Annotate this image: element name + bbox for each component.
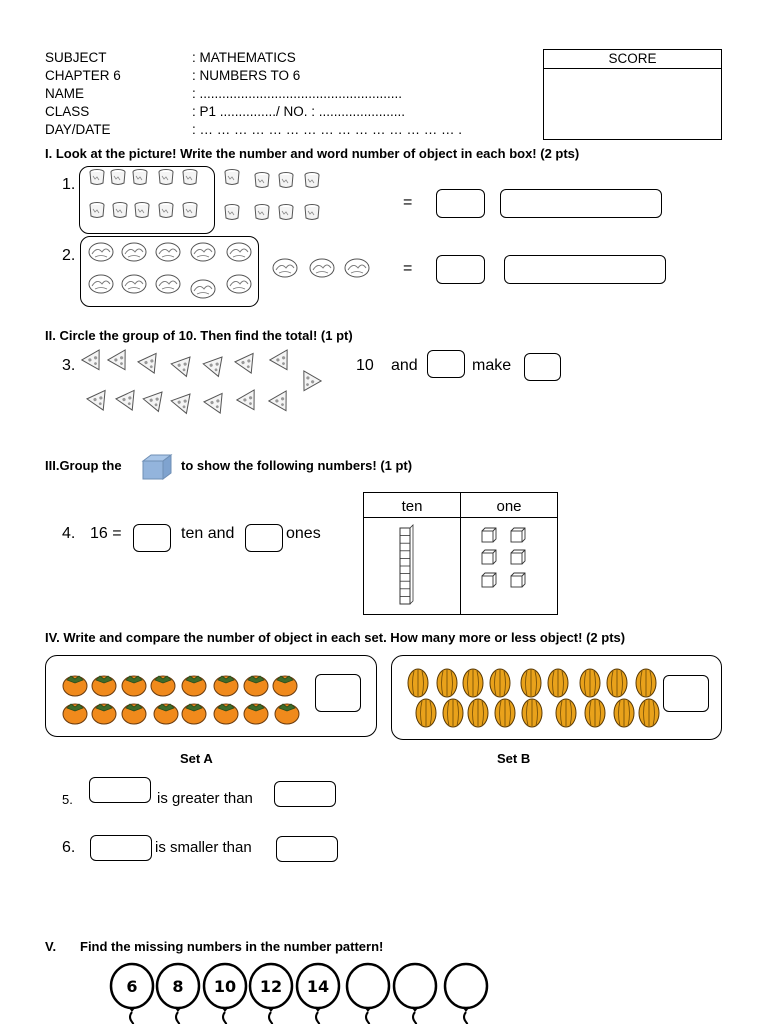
cup-icon — [255, 173, 269, 188]
cup-icon — [305, 173, 319, 188]
pizza-slice-icon — [270, 350, 296, 375]
section-5-number: V. — [45, 939, 57, 954]
cup-icon — [159, 203, 173, 218]
score-label: SCORE — [544, 50, 721, 69]
cup-icon — [113, 203, 127, 218]
balloon — [246, 962, 296, 1024]
cup-icon — [305, 205, 319, 220]
pizza-slice-icon — [116, 390, 141, 414]
q4-ones-box[interactable] — [245, 524, 283, 552]
section-4-title: IV. Write and compare the number of object in each set. How many more or less object! (2 pts) — [45, 630, 626, 645]
q2-label: 2. — [62, 247, 76, 264]
pizza-slice-icon — [87, 390, 112, 414]
q3-ones-box[interactable] — [427, 350, 465, 378]
q6-smaller: is smaller than — [155, 839, 252, 856]
cup-icon — [111, 170, 125, 185]
q3-make: make — [472, 357, 512, 374]
cup-icon — [279, 205, 293, 220]
cup-icon — [225, 170, 239, 185]
q2-number-box[interactable] — [436, 255, 485, 284]
q6-right-box[interactable] — [276, 836, 338, 862]
pizza-slice-icon — [143, 392, 168, 415]
balloon — [200, 962, 250, 1024]
set-a-label: Set A — [180, 751, 213, 766]
q1-word-box[interactable] — [500, 189, 662, 218]
section-1-title: I. Look at the picture! Write the number and word number of object in each box! (2 pts) — [45, 146, 580, 161]
set-b-label: Set B — [497, 751, 531, 766]
q2-word-box[interactable] — [504, 255, 666, 284]
table-ten-header: ten — [401, 498, 423, 515]
pizza-slice-icon — [204, 393, 229, 417]
balloon[interactable] — [390, 962, 440, 1024]
date-label: DAY/DATE — [45, 122, 111, 137]
pizza-slice-icon — [108, 350, 134, 375]
balloon — [153, 962, 203, 1024]
q4-ten-box[interactable] — [133, 524, 171, 552]
cup-icon — [90, 203, 104, 218]
q3-ten: 10 — [356, 357, 374, 374]
table-one-header: one — [496, 498, 522, 515]
balloon-number: 10 — [213, 977, 237, 996]
set-b-count-box[interactable] — [663, 675, 709, 712]
q6-left-box[interactable] — [90, 835, 152, 861]
cabbage-icon — [310, 259, 334, 277]
pizza-slice-icon — [138, 353, 163, 377]
section-3-title-prefix: III.Group the — [45, 458, 122, 473]
set-a-count-box[interactable] — [315, 674, 361, 712]
pizza-slice-icon — [269, 391, 295, 416]
pizza-slice-icon — [203, 357, 228, 380]
pizza-slice-icon — [295, 371, 321, 396]
q5-left-box[interactable] — [89, 777, 151, 803]
q2-equals: = — [403, 260, 413, 277]
cup-icon — [183, 170, 197, 185]
name-field[interactable]: : ...................................................... — [192, 86, 403, 101]
balloon-number: 6 — [126, 977, 138, 996]
q4-label: 4. — [62, 525, 76, 542]
subject-value: : MATHEMATICS — [192, 50, 296, 65]
section-5-title: Find the missing numbers in the number pattern! — [80, 939, 384, 954]
q5-right-box[interactable] — [274, 781, 336, 807]
cabbage-icon — [345, 259, 369, 277]
subject-label: SUBJECT — [45, 50, 107, 65]
chapter-label: CHAPTER 6 — [45, 68, 121, 83]
balloon-number: 8 — [172, 977, 184, 996]
cube-icon — [141, 453, 173, 481]
q4-ones: ones — [286, 525, 321, 542]
section-2-title: II. Circle the group of 10. Then find the total! (1 pt) — [45, 328, 353, 343]
cup-icon — [225, 205, 239, 220]
q4-ten-and: ten and — [181, 525, 235, 542]
q5-label: 5. — [62, 792, 73, 807]
group-of-ten-outline-2 — [80, 236, 259, 307]
pizza-slice-icon — [171, 357, 196, 380]
q3-label: 3. — [62, 357, 76, 374]
cup-icon — [255, 205, 269, 220]
chapter-value: : NUMBERS TO 6 — [192, 68, 301, 83]
q3-total-box[interactable] — [524, 353, 561, 381]
balloon-number: 12 — [259, 977, 283, 996]
q1-number-box[interactable] — [436, 189, 485, 218]
q1-label: 1. — [62, 176, 76, 193]
q5-greater: is greater than — [157, 790, 253, 807]
q4-number: 16 = — [90, 525, 122, 542]
cup-icon — [133, 170, 147, 185]
pizza-slice-icon — [237, 390, 263, 415]
section-3-title-suffix: to show the following numbers! (1 pt) — [181, 458, 413, 473]
cabbage-icon — [273, 259, 297, 277]
balloon — [107, 962, 157, 1024]
class-field[interactable]: : P1 .............../ NO. : ....................... — [192, 104, 406, 119]
class-label: CLASS — [45, 104, 90, 119]
name-label: NAME — [45, 86, 85, 101]
balloon[interactable] — [441, 962, 491, 1024]
pizza-slice-icon — [235, 353, 260, 377]
place-value-table — [363, 492, 558, 615]
q1-equals: = — [403, 194, 413, 211]
cup-icon — [183, 203, 197, 218]
date-field[interactable]: : … … … … … … … … … … … … … … … . — [192, 122, 463, 137]
q3-and: and — [391, 357, 418, 374]
q6-label: 6. — [62, 839, 76, 856]
cup-icon — [279, 173, 293, 188]
balloon — [293, 962, 343, 1024]
cup-icon — [159, 170, 173, 185]
pizza-slice-icon — [171, 394, 196, 417]
cup-icon — [135, 203, 149, 218]
balloon-number: 14 — [306, 977, 330, 996]
balloon[interactable] — [343, 962, 393, 1024]
pizza-slice-icon — [82, 350, 108, 375]
cup-icon — [90, 170, 104, 185]
